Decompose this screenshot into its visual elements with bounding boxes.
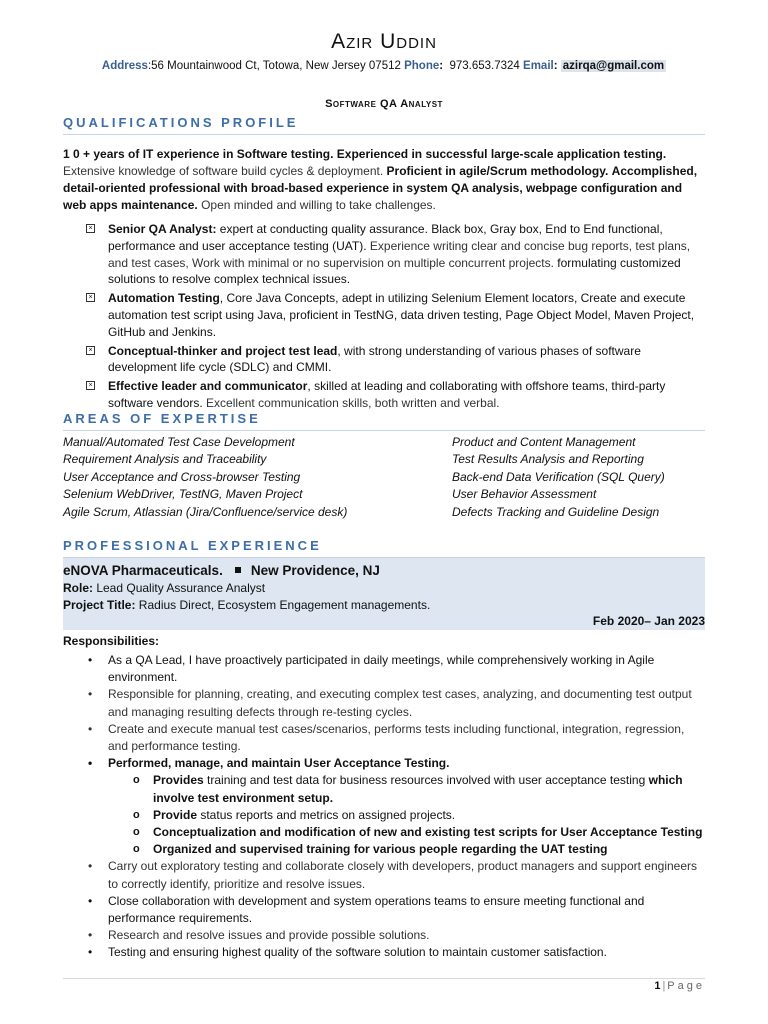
item-text: As a QA Lead, I have proactively participated in daily meetings, while comprehensively working in Agile environment. — [108, 653, 655, 685]
sub-list-item — [133, 807, 705, 824]
list-item — [88, 755, 705, 858]
page-word: Page — [667, 980, 705, 992]
list-item — [88, 927, 705, 944]
summary-line-5: Open minded and willing to take challenges. — [201, 198, 436, 212]
item-muted: Experience writing clear and concise bug reports, test plans, and test cases, Work with minimal or no supervision on multiple concurrent projects. — [108, 238, 691, 270]
sub-list-item — [133, 772, 705, 806]
item-text: Carry out exploratory testing and collaborate closely with developers, product managers and support engineers to correctly identify, prioritize and resolve issues. — [108, 859, 697, 891]
item-body: expert at conducting quality assurance. Black box, Gray box, End to End functional, performance and user acceptance testing (UAT). — [108, 222, 663, 253]
experience-heading: PROFESSIONAL EXPERIENCE — [63, 538, 705, 558]
role-value: Lead Quality Assurance Analyst — [93, 581, 266, 595]
qualifications-heading: QUALIFICATIONS PROFILE — [63, 115, 705, 135]
qualification-item — [84, 290, 705, 340]
company-name: eNOVA Pharmaceuticals. — [63, 563, 223, 578]
qualifications-summary — [63, 146, 705, 214]
company-location: New Providence, NJ — [250, 563, 380, 578]
footer-divider — [63, 978, 705, 979]
item-muted: Excellent communication skills, both written and verbal. — [202, 395, 500, 410]
qualification-item — [84, 343, 705, 377]
item-text: Research and resolve issues and provide possible solutions. — [108, 928, 430, 943]
expertise-right-column — [452, 434, 665, 521]
contact-line: Address:56 Mountainwood Ct, Totowa, New Jersey 07512 Phone: 973.653.7324 Email: azirqa@gmail.com — [101, 60, 665, 72]
list-item — [88, 652, 705, 686]
page-separator: | — [662, 980, 666, 992]
item-body: training and test data for business resources involved with user acceptance testing — [203, 773, 646, 788]
responsibilities-list — [88, 652, 705, 962]
sub-list-item — [133, 841, 705, 858]
expertise-item: User Behavior Assessment — [452, 487, 597, 502]
item-text: Responsible for planning, creating, and executing complex test cases, analyzing, and documenting test output and managing resulting defects through re-testing cycles. — [108, 687, 692, 719]
checkbox-bullet-icon: × — [86, 293, 95, 302]
list-item — [88, 944, 705, 961]
item-tail: which involve test environment setup. — [153, 773, 683, 805]
qualification-item — [84, 221, 705, 288]
address-value: 56 Mountainwood Ct, Totowa, New Jersey 07512 — [151, 60, 401, 72]
checkbox-bullet-icon: × — [86, 346, 95, 355]
phone-label: Phone — [404, 60, 440, 72]
item-text: Organized and supervised training for various people regarding the UAT testing — [153, 842, 608, 857]
list-item — [88, 858, 705, 892]
expertise-item: Product and Content Management — [452, 435, 636, 449]
page-number-value: 1 — [654, 980, 661, 992]
company-line — [63, 563, 380, 578]
resume-name: Azir Uddin — [331, 30, 437, 53]
expertise-item: Agile Scrum, Atlassian (Jira/Confluence/service desk) — [63, 504, 348, 519]
summary-line-4: Accomplished, detail-oriented professional with broad-based experience in system QA analysis, webpage configuration and web apps maintenance. — [63, 164, 698, 212]
qualification-item — [84, 378, 705, 412]
item-lead: Provides — [153, 773, 204, 788]
summary-line-2: Extensive knowledge of software build cycles & deployment. — [63, 164, 384, 178]
item-body: , skilled at leading and collaborating with offshore teams, third-party software vendors. — [108, 379, 666, 410]
expertise-item: Back-end Data Verification (SQL Query) — [452, 469, 665, 484]
item-text: Performed, manage, and maintain User Acceptance Testing. — [108, 756, 450, 771]
job-title: Software QA Analyst — [325, 98, 443, 110]
sub-list — [108, 772, 705, 858]
sub-list-item — [133, 824, 705, 841]
checkbox-bullet-icon: × — [86, 381, 95, 390]
expertise-left-column — [63, 434, 347, 521]
address-label: Address — [101, 60, 148, 72]
expertise-item: User Acceptance and Cross-browser Testing — [63, 469, 301, 484]
responsibilities-heading: Responsibilities: — [63, 634, 160, 648]
item-body: , with strong understanding of various phases of software development life cycle (SDLC) and CMMI. — [108, 343, 641, 375]
list-item — [88, 893, 705, 927]
project-line — [63, 598, 430, 612]
email-link[interactable]: azirqa@gmail.com — [562, 60, 665, 72]
item-text: Create and execute manual test cases/scenarios, performs tests including functional, integration, regression, and performance testing. — [108, 721, 685, 754]
square-bullet-icon — [235, 567, 241, 573]
employment-dates: Feb 2020– Jan 2023 — [592, 614, 705, 628]
item-text: Close collaboration with development and system operations teams to ensure meeting functional and performance requirements. — [108, 893, 645, 926]
item-lead: Provide — [153, 807, 198, 822]
item-tail: formulating customized solutions to resolve complex technical issues. — [108, 255, 681, 287]
expertise-heading: AREAS OF EXPERTISE — [63, 411, 705, 431]
expertise-item: Requirement Analysis and Traceability — [63, 452, 267, 467]
expertise-item: Test Results Analysis and Reporting — [452, 452, 644, 467]
phone-value: 973.653.7324 — [449, 60, 520, 72]
item-body: , Core Java Concepts, adept in utilizing Selenium Element locators, Create and execute automation test script using Java, proficient in TestNG, data driven testing, Page Object Model, Maven Project, GitHub and Jenkins. — [108, 291, 695, 339]
list-item — [88, 721, 705, 755]
project-value: Radius Direct, Ecosystem Engagement managements. — [135, 598, 431, 612]
checkbox-bullet-icon: × — [86, 224, 95, 233]
item-lead: Effective leader and communicator — [108, 379, 308, 394]
summary-line-3: Proficient in agile/Scrum methodology. — [386, 164, 609, 178]
item-lead: Automation Testing — [108, 291, 220, 306]
item-body: status reports and metrics on assigned projects. — [197, 807, 456, 822]
summary-line-1: 1 0 + years of IT experience in Software testing. Experienced in successful large-scale application testing. — [63, 147, 667, 161]
qualifications-list — [84, 221, 705, 414]
role-line — [63, 581, 265, 595]
role-label: Role: — [63, 581, 93, 595]
item-lead: Senior QA Analyst: — [108, 222, 217, 236]
list-item — [88, 686, 705, 720]
expertise-item: Selenium WebDriver, TestNG, Maven Project — [63, 487, 303, 502]
item-text: Testing and ensuring highest quality of the software solution to maintain customer satisfaction. — [108, 945, 607, 960]
expertise-item: Manual/Automated Test Case Development — [63, 435, 295, 449]
item-text: Conceptualization and modification of new and existing test scripts for User Acceptance Testing — [153, 825, 703, 840]
expertise-item: Defects Tracking and Guideline Design — [452, 504, 660, 519]
page-number — [654, 980, 705, 992]
item-lead: Conceptual-thinker and project test lead — [108, 343, 338, 358]
email-label: Email — [523, 60, 554, 72]
project-label: Project Title: — [63, 598, 136, 612]
